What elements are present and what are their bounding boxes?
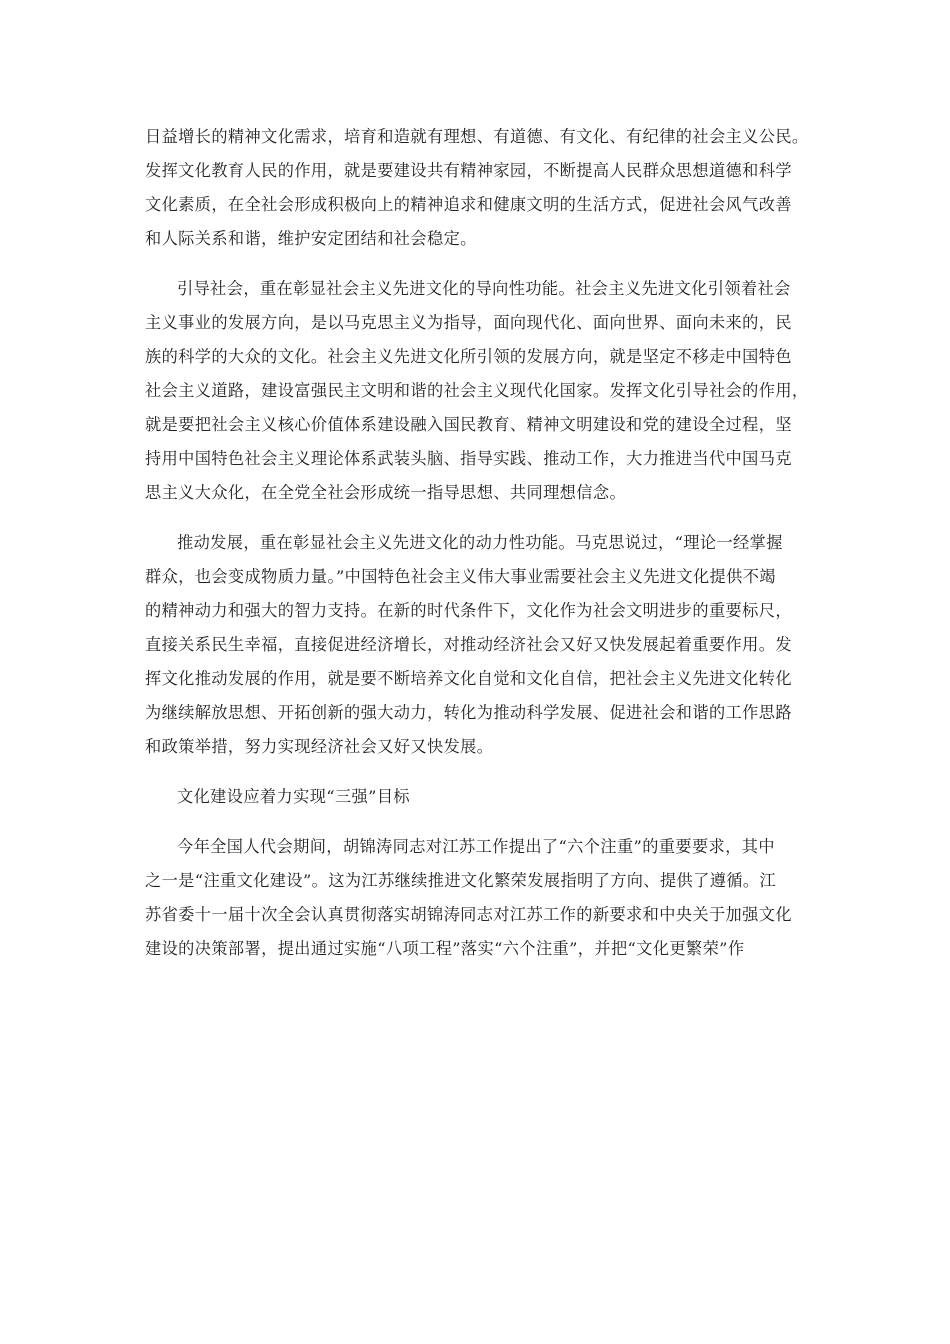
text-line: 持用中国特色社会主义理论体系武装头脑、指导实践、推动工作，大力推进当代中国马克 bbox=[145, 449, 792, 468]
text-line: 群众，也会变成物质力量。”中国特色社会主义伟大事业需要社会主义先进文化提供不竭 bbox=[145, 567, 776, 586]
text-line: 的精神动力和强大的智力支持。在新的时代条件下，文化作为社会文明进步的重要标尺， bbox=[145, 601, 792, 620]
text-line: 直接关系民生幸福，直接促进经济增长，对推动经济社会又好又快发展起着重要作用。发 bbox=[145, 635, 792, 654]
section-heading bbox=[145, 780, 805, 814]
paragraph-2 bbox=[145, 272, 809, 510]
text-line: 族的科学的大众的文化。社会主义先进文化所引领的发展方向，就是坚定不移走中国特色 bbox=[145, 347, 792, 366]
text-line: 和政策举措，努力实现经济社会又好又快发展。 bbox=[145, 737, 494, 756]
text-line: 挥文化推动发展的作用，就是要不断培养文化自觉和文化自信，把社会主义先进文化转化 bbox=[145, 669, 792, 688]
text-line: 社会主义道路，建设富强民主文明和谐的社会主义现代化国家。发挥文化引导社会的作用， bbox=[145, 381, 809, 400]
heading-text: 文化建设应着力实现“三强”目标 bbox=[177, 787, 410, 806]
paragraph-3 bbox=[145, 526, 805, 764]
text-line: 建设的决策部署，提出通过实施“八项工程”落实“六个注重”，并把“文化更繁荣”作 bbox=[145, 939, 745, 958]
paragraph-5 bbox=[145, 830, 805, 966]
text-line: 今年全国人代会期间，胡锦涛同志对江苏工作提出了“六个注重”的重要要求，其中 bbox=[177, 837, 775, 856]
text-line: 和人际关系和谐，维护安定团结和社会稳定。 bbox=[145, 229, 477, 248]
text-line: 发挥文化教育人民的作用，就是要建设共有精神家园，不断提高人民群众思想道德和科学 bbox=[145, 161, 792, 180]
text-line: 苏省委十一届十次全会认真贯彻落实胡锦涛同志对江苏工作的新要求和中央关于加强文化 bbox=[145, 905, 792, 924]
text-line: 推动发展，重在彰显社会主义先进文化的动力性功能。马克思说过，“理论一经掌握 bbox=[177, 533, 783, 552]
text-line: 日益增长的精神文化需求，培育和造就有理想、有道德、有文化、有纪律的社会主义公民。 bbox=[145, 127, 809, 146]
text-line: 文化素质，在全社会形成积极向上的精神追求和健康文明的生活方式，促进社会风气改善 bbox=[145, 195, 792, 214]
text-line: 主义事业的发展方向，是以马克思主义为指导，面向现代化、面向世界、面向未来的，民 bbox=[145, 313, 792, 332]
text-line: 引导社会，重在彰显社会主义先进文化的导向性功能。社会主义先进文化引领着社会 bbox=[177, 279, 791, 298]
text-line: 思主义大众化，在全党全社会形成统一指导思想、共同理想信念。 bbox=[145, 483, 627, 502]
paragraph-1 bbox=[145, 120, 809, 256]
text-line: 之一是“注重文化建设”。这为江苏继续推进文化繁荣发展指明了方向、提供了遵循。江 bbox=[145, 871, 777, 890]
text-line: 就是要把社会主义核心价值体系建设融入国民教育、精神文明建设和党的建设全过程，坚 bbox=[145, 415, 792, 434]
text-line: 为继续解放思想、开拓创新的强大动力，转化为推动科学发展、促进社会和谐的工作思路 bbox=[145, 703, 792, 722]
document-body bbox=[145, 120, 809, 982]
